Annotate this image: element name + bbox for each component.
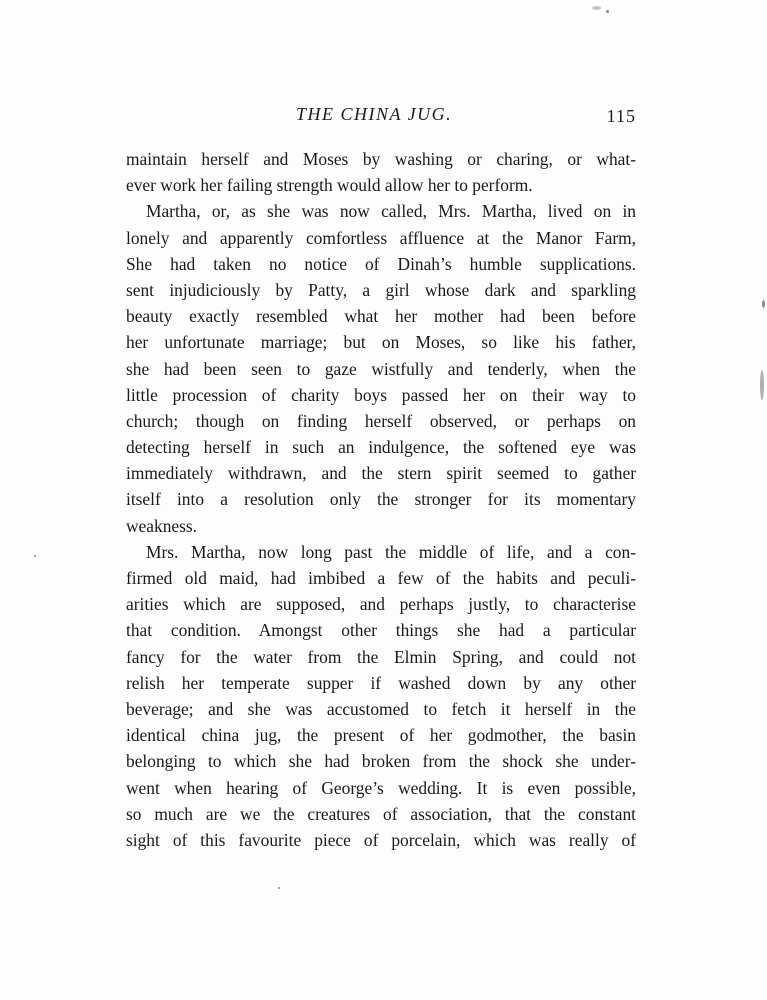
running-head <box>126 104 636 128</box>
text-line: fancy for the water from the Elmin Spring, and could not <box>126 646 636 667</box>
text-line: maintain herself and Moses by washing or charing, or what- <box>126 149 636 169</box>
text-line: sent injudiciously by Patty, a girl whose dark and sparkling <box>126 279 636 300</box>
text-line: went when hearing of George’s wedding. It is even possible, <box>126 777 636 798</box>
body-text <box>126 146 636 853</box>
text-line: belonging to which she had broken from the shock she under- <box>126 751 636 772</box>
paper-blemish <box>278 887 280 889</box>
text-line: sight of this favourite piece of porcelain, which was really of <box>126 829 636 850</box>
paper-blemish <box>606 10 609 13</box>
text-line: She had taken no notice of Dinah’s humble supplications. <box>126 253 636 274</box>
paper-blemish <box>34 555 36 557</box>
text-line: firmed old maid, had imbibed a few of the habits and peculi- <box>126 568 636 588</box>
paper-blemish <box>762 300 765 308</box>
text-line: detecting herself in such an indulgence, the softened eye was <box>126 437 636 458</box>
page-number: 115 <box>606 106 636 126</box>
text-line: she had been seen to gaze wistfully and tenderly, when the <box>126 358 636 379</box>
text-line: little procession of charity boys passed her on their way to <box>126 384 636 405</box>
text-line: beverage; and she was accustomed to fetch it herself in the <box>126 698 636 719</box>
text-line: arities which are supposed, and perhaps justly, to characterise <box>126 594 636 615</box>
text-line: so much are we the creatures of association, that the constant <box>126 803 636 824</box>
text-line: her unfortunate marriage; but on Moses, so like his father, <box>126 332 636 353</box>
paper-blemish <box>760 370 764 400</box>
text-line: weakness. <box>126 515 197 536</box>
text-line: church; though on finding herself observed, or perhaps on <box>126 410 636 431</box>
text-line: relish her temperate supper if washed down by any other <box>126 672 636 693</box>
text-line: beauty exactly resembled what her mother had been before <box>126 306 636 327</box>
text-line: identical china jug, the present of her godmother, the basin <box>126 725 636 746</box>
text-line: ever work her failing strength would allow her to perform. <box>126 175 533 196</box>
text-line: Mrs. Martha, now long past the middle of life, and a con- <box>146 541 636 562</box>
text-line: immediately withdrawn, and the stern spirit seemed to gather <box>126 463 636 484</box>
text-line: Martha, or, as she was now called, Mrs. Martha, lived on in <box>146 201 636 222</box>
text-line: lonely and apparently comfortless affluence at the Manor Farm, <box>126 227 636 248</box>
paper-blemish <box>592 6 601 10</box>
text-line: itself into a resolution only the stronger for its momentary <box>126 489 636 510</box>
text-line: that condition. Amongst other things she had a particular <box>126 620 636 641</box>
running-title: THE CHINA JUG. <box>296 104 453 124</box>
